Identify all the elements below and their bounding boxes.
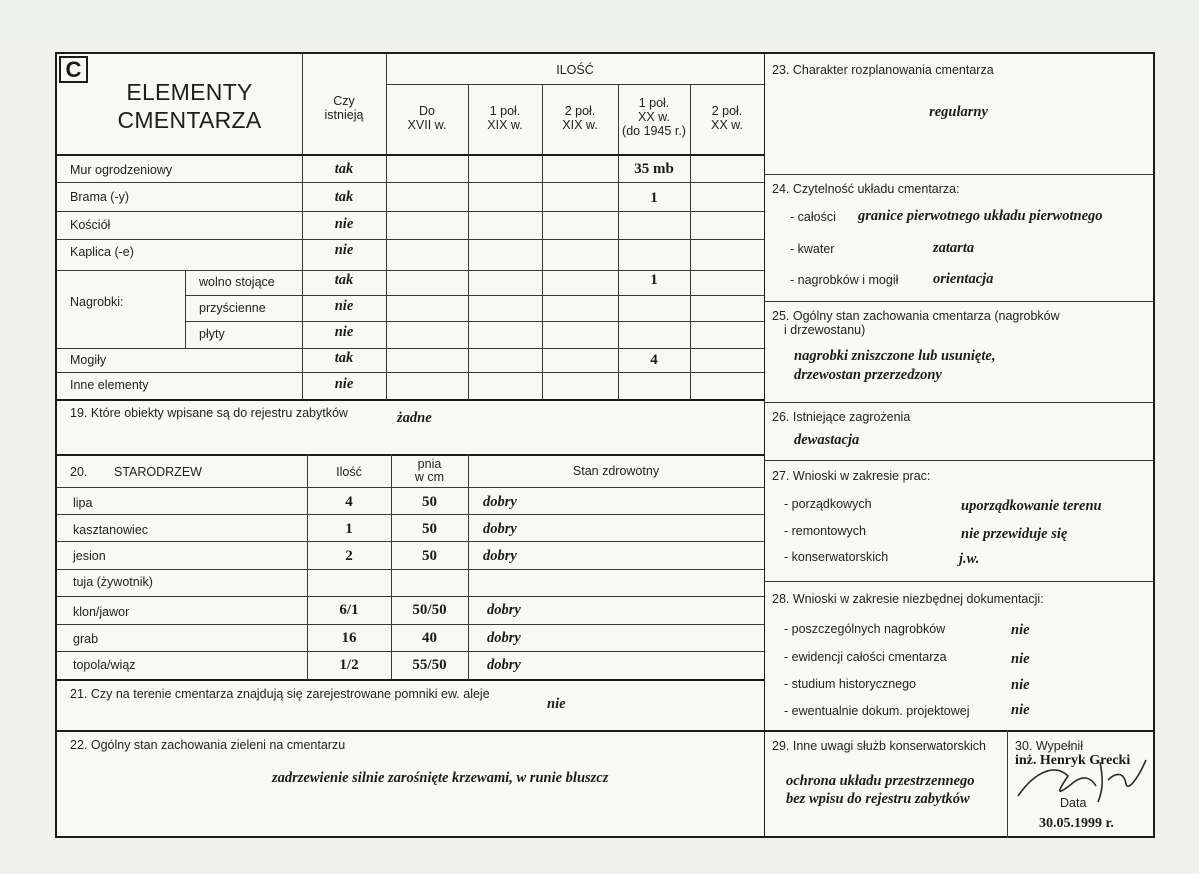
q24-label: 24. Czytelność układu cmentarza: <box>772 182 960 196</box>
grid-line <box>764 301 1153 302</box>
q30-filled-by: inż. Henryk Grecki <box>1015 753 1131 768</box>
q27-item-answer: uporządkowanie terenu <box>961 498 1102 514</box>
element-exists: nie <box>334 376 354 392</box>
grid-line <box>386 84 764 85</box>
grid-line <box>57 211 764 212</box>
period-header: 1 poł. XX w. (do 1945 r.) <box>622 96 686 138</box>
q30-date: 30.05.1999 r. <box>1039 816 1114 831</box>
period-header: 1 poł. XIX w. <box>487 104 523 132</box>
grid-line <box>185 270 186 348</box>
trees-health-header: Stan zdrowotny <box>572 464 660 478</box>
q28-item-label: - ewentualnie dokum. projektowej <box>784 704 970 718</box>
q29-answer: ochrona układu przestrzennego <box>786 773 975 789</box>
element-exists: tak <box>334 272 354 288</box>
grid-line <box>57 399 764 401</box>
element-qty: 4 <box>650 352 658 368</box>
tree-name: jesion <box>73 549 106 563</box>
grid-line <box>1007 730 1008 838</box>
period-header: Do XVII w. <box>407 104 447 132</box>
element-label: Mogiły <box>70 353 107 367</box>
q24-item-answer: orientacja <box>933 271 994 287</box>
grid-line <box>57 372 764 373</box>
tree-trunk: 50 <box>422 521 437 537</box>
q23-label: 23. Charakter rozplanowania cmentarza <box>772 63 994 77</box>
q21-label: 21. Czy na terenie cmentarza znajdują się zarejestrowane pomniki ew. aleje <box>70 687 490 701</box>
period-header: 2 poł. XIX w. <box>562 104 598 132</box>
tree-health: dobry <box>483 548 517 564</box>
grid-line <box>764 460 1153 461</box>
q19-label: 19. Które obiekty wpisane są do rejestru zabytków <box>70 406 348 420</box>
q29-answer-cont: bez wpisu do rejestru zabytków <box>786 791 970 807</box>
tree-count: 1 <box>345 521 353 537</box>
tree-trunk: 55/50 <box>412 657 447 673</box>
element-exists: nie <box>334 298 354 314</box>
nagrobki-label: Nagrobki: <box>70 295 124 309</box>
tree-trunk: 50 <box>422 494 437 510</box>
q28-item-label: - poszczególnych nagrobków <box>784 622 946 636</box>
element-qty: 35 mb <box>634 161 674 177</box>
q28-item-answer: nie <box>1011 622 1030 638</box>
tree-count: 2 <box>345 548 353 564</box>
element-exists: tak <box>334 350 354 366</box>
element-exists: tak <box>334 161 354 177</box>
q29-label: 29. Inne uwagi służb konserwatorskich <box>772 739 987 753</box>
element-label: przyścienne <box>199 301 266 315</box>
grid-line <box>57 569 764 570</box>
element-label: płyty <box>199 327 225 341</box>
q22-answer: zadrzewienie silnie zarośnięte krzewami, w runie bluszcz <box>272 770 609 786</box>
q28-item-label: - studium historycznego <box>784 677 917 691</box>
q24-item-label: - kwater <box>790 242 835 256</box>
element-exists: nie <box>334 216 354 232</box>
cemetery-form-card <box>55 52 1155 838</box>
element-exists: nie <box>334 242 354 258</box>
q28-item-answer: nie <box>1011 651 1030 667</box>
grid-line <box>57 182 764 183</box>
grid-line <box>57 454 764 456</box>
grid-line <box>57 596 764 597</box>
grid-line <box>57 651 764 652</box>
tree-health: dobry <box>487 657 521 673</box>
section-letter: C <box>59 56 88 83</box>
q22-label: 22. Ogólny stan zachowania zieleni na cmentarzu <box>70 738 346 752</box>
element-label: wolno stojące <box>199 275 275 289</box>
element-label: Mur ogrodzeniowy <box>70 163 173 177</box>
tree-health: dobry <box>487 602 521 618</box>
trees-title: STARODRZEW <box>114 465 202 479</box>
q27-item-label: - remontowych <box>784 524 866 538</box>
q24-item-label: - nagrobków i mogił <box>790 273 899 287</box>
tree-name: tuja (żywotnik) <box>73 575 153 589</box>
element-label: Kościół <box>70 218 111 232</box>
q28-item-answer: nie <box>1011 677 1030 693</box>
tree-name: grab <box>73 632 99 646</box>
scan-top-strip <box>0 0 1199 40</box>
grid-line <box>57 154 764 156</box>
main-divider <box>764 54 765 838</box>
q27-item-answer: nie przewiduje się <box>961 526 1068 542</box>
grid-line <box>764 174 1153 175</box>
grid-line <box>57 270 764 271</box>
exists-header: Czy istnieją <box>324 94 364 122</box>
grid-line <box>185 321 764 322</box>
q30-label: 30. Wypełnił <box>1015 739 1083 753</box>
grid-line <box>764 581 1153 582</box>
grid-line <box>57 514 764 515</box>
form-title-line1: ELEMENTY <box>126 79 253 105</box>
tree-name: topola/wiąz <box>73 658 136 672</box>
q30-date-label: Data <box>1060 796 1087 810</box>
element-qty: 1 <box>650 190 658 206</box>
grid-line <box>57 541 764 542</box>
element-qty: 1 <box>650 272 658 288</box>
q23-answer: regularny <box>929 104 988 120</box>
q26-answer: dewastacja <box>794 432 860 448</box>
tree-count: 6/1 <box>339 602 359 618</box>
grid-line <box>185 295 764 296</box>
grid-line <box>764 402 1153 403</box>
q19-answer: żadne <box>397 410 432 426</box>
q28-label: 28. Wnioski w zakresie niezbędnej dokumentacji: <box>772 592 1044 606</box>
element-exists: tak <box>334 189 354 205</box>
trees-count-header: Ilość <box>336 465 362 479</box>
element-label: Brama (-y) <box>70 190 130 204</box>
q27-label: 27. Wnioski w zakresie prac: <box>772 469 931 483</box>
quantity-header: ILOŚĆ <box>556 63 594 77</box>
q25-label: 25. Ogólny stan zachowania cmentarza (nagrobków <box>772 309 1060 323</box>
q25-label-cont: i drzewostanu) <box>784 323 866 337</box>
q28-item-answer: nie <box>1011 702 1030 718</box>
tree-trunk: 40 <box>422 630 437 646</box>
q26-label: 26. Istniejące zagrożenia <box>772 410 911 424</box>
tree-health: dobry <box>483 521 517 537</box>
q24-item-answer: granice pierwotnego układu pierwotnego <box>858 208 1103 224</box>
grid-line <box>57 239 764 240</box>
tree-health: dobry <box>487 630 521 646</box>
tree-count: 16 <box>341 630 357 646</box>
element-label: Kaplica (-e) <box>70 245 134 259</box>
grid-line <box>57 624 764 625</box>
q28-item-label: - ewidencji całości cmentarza <box>784 650 947 664</box>
grid-line <box>57 730 1153 732</box>
tree-health: dobry <box>483 494 517 510</box>
tree-trunk: 50/50 <box>412 602 447 618</box>
form-title-line2: CMENTARZA <box>117 107 262 133</box>
tree-name: kasztanowiec <box>73 523 149 537</box>
q21-answer: nie <box>547 696 566 712</box>
trees-trunk-header: pnia w cm <box>414 457 445 484</box>
grid-line <box>57 348 764 349</box>
q27-item-answer: j.w. <box>959 551 980 567</box>
tree-name: klon/jawor <box>73 605 130 619</box>
grid-line <box>57 487 764 488</box>
q25-answer-cont: drzewostan przerzedzony <box>794 367 942 383</box>
trees-num: 20. <box>70 465 88 479</box>
period-header: 2 poł. XX w. <box>711 104 743 132</box>
tree-count: 4 <box>345 494 353 510</box>
tree-count: 1/2 <box>339 657 359 673</box>
tree-trunk: 50 <box>422 548 437 564</box>
grid-line <box>57 679 764 681</box>
q27-item-label: - porządkowych <box>784 497 872 511</box>
element-exists: nie <box>334 324 354 340</box>
q24-item-label: - całości <box>790 210 836 224</box>
tree-name: lipa <box>73 496 93 510</box>
element-label: Inne elementy <box>70 378 149 392</box>
q27-item-label: - konserwatorskich <box>784 550 889 564</box>
q25-answer: nagrobki zniszczone lub usunięte, <box>794 348 996 364</box>
q24-item-answer: zatarta <box>933 240 975 256</box>
